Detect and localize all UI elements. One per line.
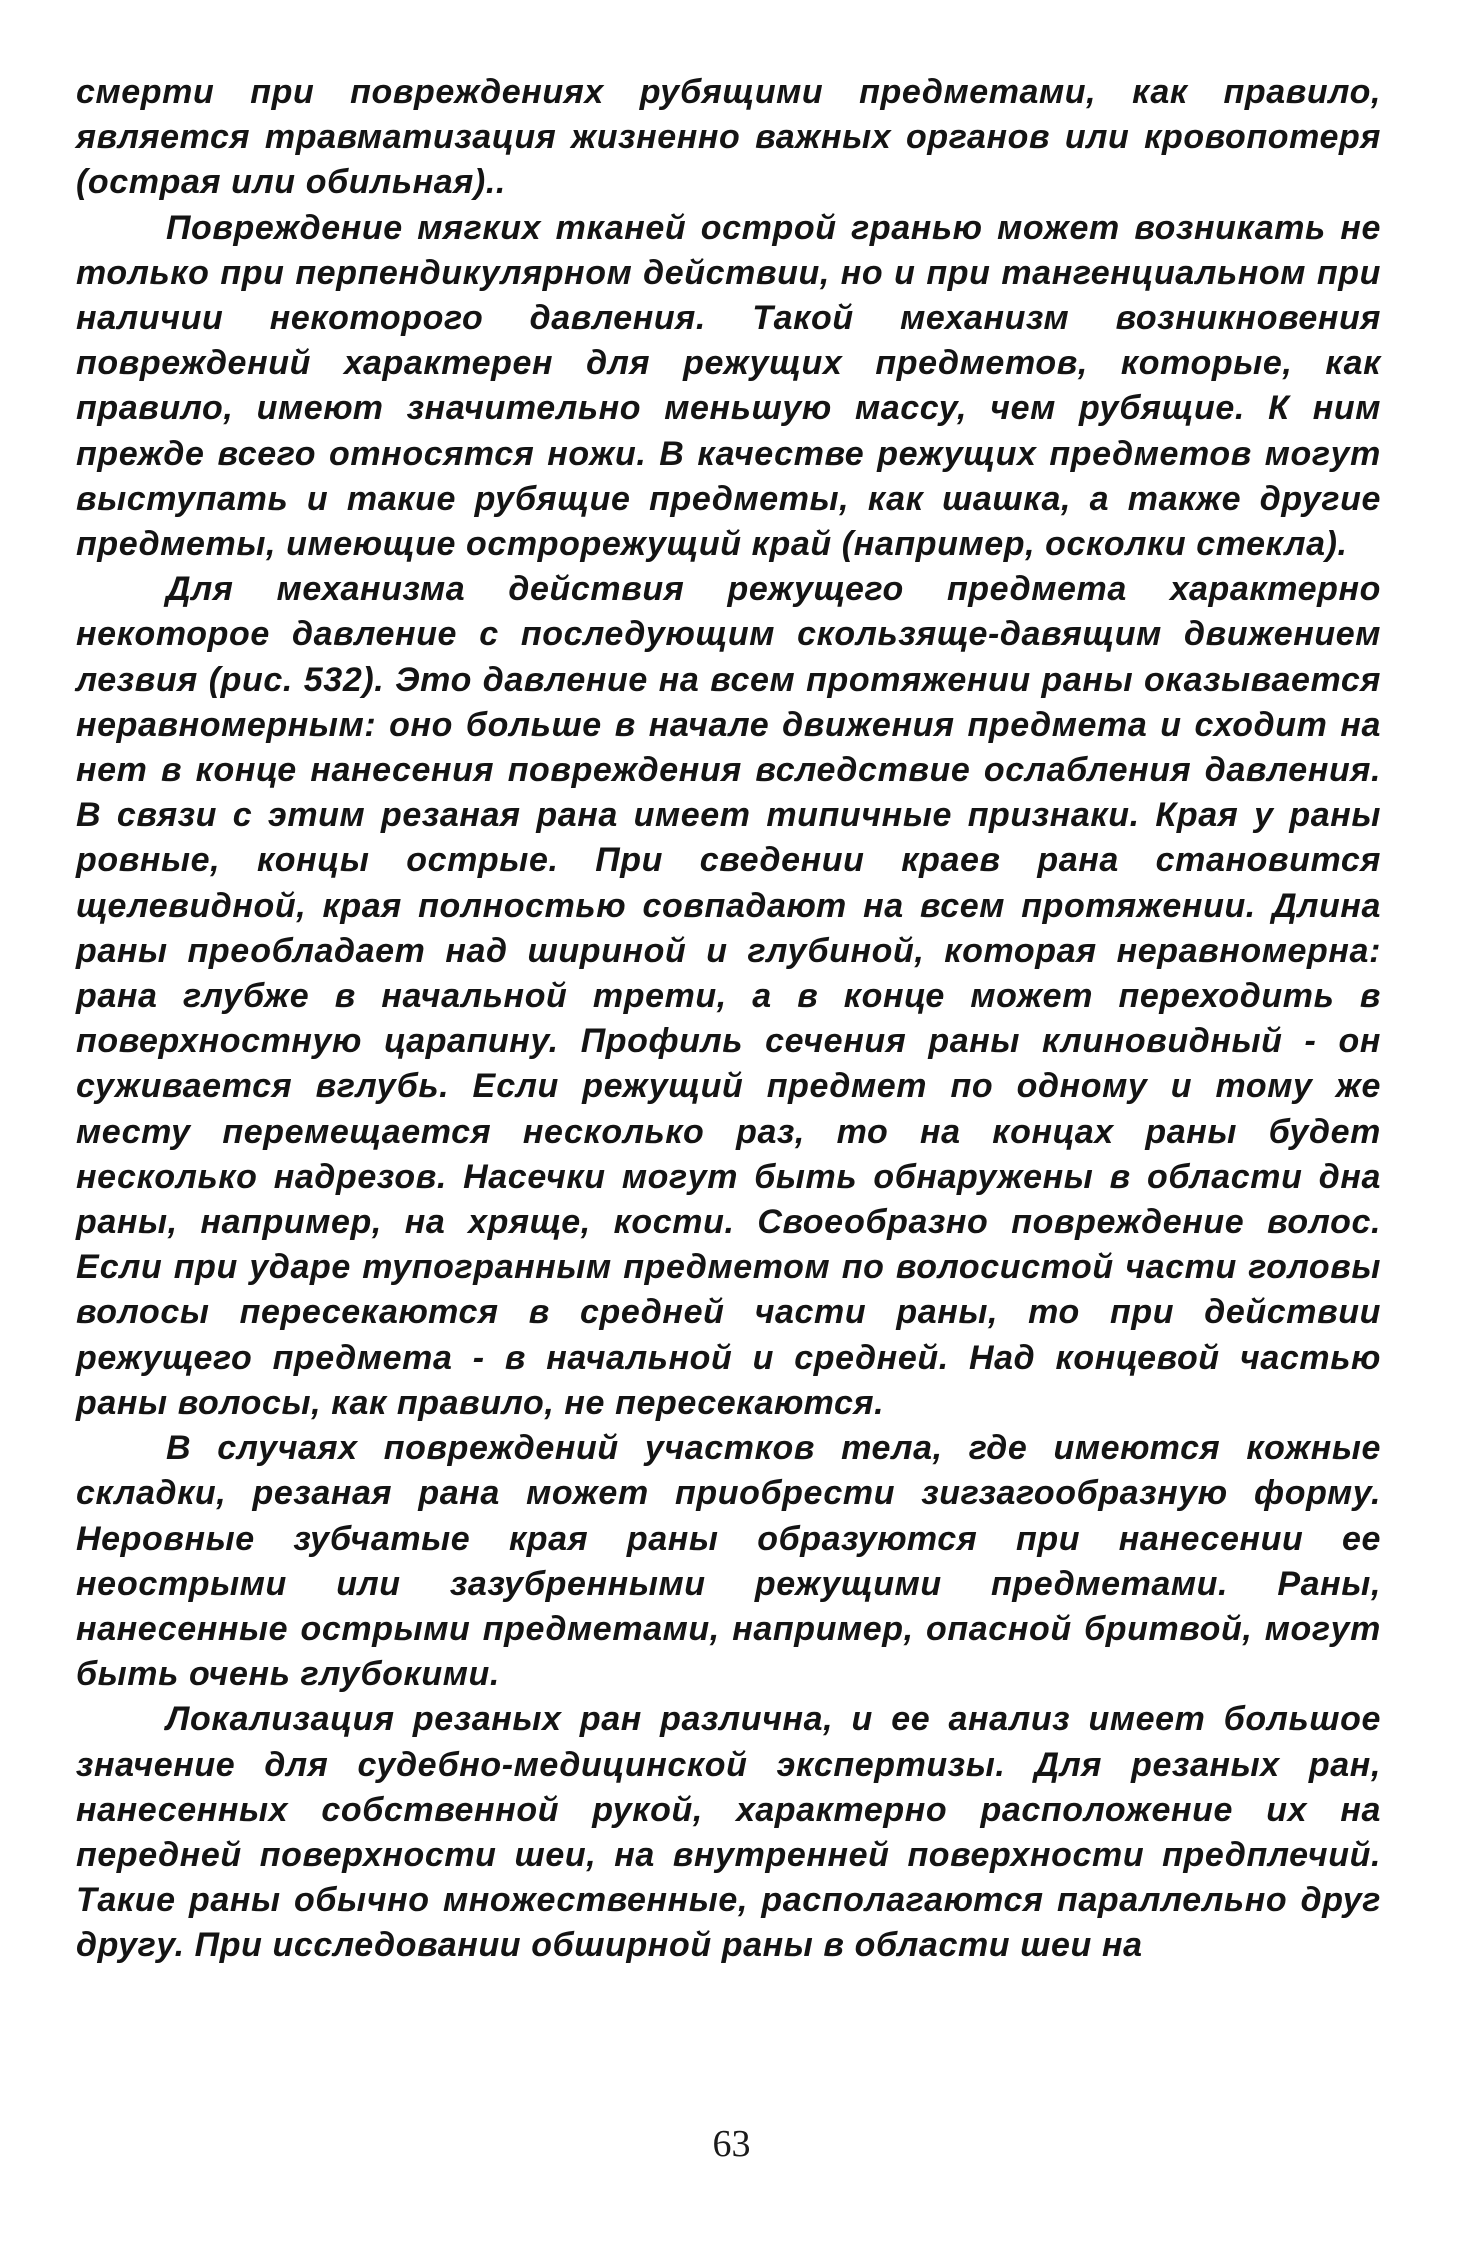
paragraph-cutting-mechanism: Для механизма действия режущего предмета характерно некоторое давление с последующим скользяще-давящим движением лезвия (рис. 532). Это давление на всем протяжении раны оказывается неравномерным: оно больше в начале движения предмета и сходит на нет в конце нанесения повреждения вследствие ослабления давления. В связи с этим резаная рана имеет типичные признаки. Края у раны ровные, концы острые. При сведении краев рана становится щелевидной, края полностью совпадают на всем протяжении. Длина раны преобладает над шириной и глубиной, которая неравномерна: рана глубже в начальной трети, а в конце может переходить в поверхностную царапину. Профиль сечения раны клиновидный - он суживается вглубь. Если режущий предмет по одному и тому же месту перемещается несколько раз, то на концах раны будет несколько надрезов. Насечки могут быть обнаружены в области дна раны, например, на хряще, кости. Своеобразно повреждение волос. Если при ударе тупогранным предметом по волосистой части головы волосы пересекаются в средней части раны, то при действии режущего предмета - в начальной и средней. Над концевой частью раны волосы, как правило, не пересекаются. <box>76 570 1381 1422</box>
paragraph-skin-folds: В случаях повреждений участков тела, где имеются кожные складки, резаная рана может приобрести зигзагообразную форму. Неровные зубчатые края раны образуются при нанесении ее неострыми или зазубренными режущими предметами. Раны, нанесенные острыми предметами, например, опасной бритвой, могут быть очень глубокими. <box>76 1429 1381 1694</box>
page-body <box>76 70 1381 1969</box>
paragraph-sharp-edge-injury: Повреждение мягких тканей острой гранью может возникать не только при перпендикулярном действии, но и при тангенциальном при наличии некоторого давления. Такой механизм возникновения повреждений характерен для режущих предметов, которые, как правило, имеют значительно меньшую массу, чем рубящие. К ним прежде всего относятся ножи. В качестве режущих предметов могут выступать и такие рубящие предметы, как шашка, а также другие предметы, имеющие острорежущий край (например, осколки стекла). <box>76 208 1381 564</box>
paragraph-localization: Локализация резаных ран различна, и ее анализ имеет большое значение для судебно-медицинской экспертизы. Для резаных ран, нанесенных собственной рукой, характерно расположение их на передней поверхности шеи, на внутренней поверхности предплечий. Такие раны обычно множественные, располагаются параллельно друг другу. При исследовании обширной раны в области шеи на <box>76 1700 1381 1965</box>
page-number: 63 <box>712 2123 751 2165</box>
paragraph-continuation: смерти при повреждениях рубящими предметами, как правило, является травматизация жизненно важных органов или кровопотеря (острая или обильная).. <box>76 73 1381 202</box>
